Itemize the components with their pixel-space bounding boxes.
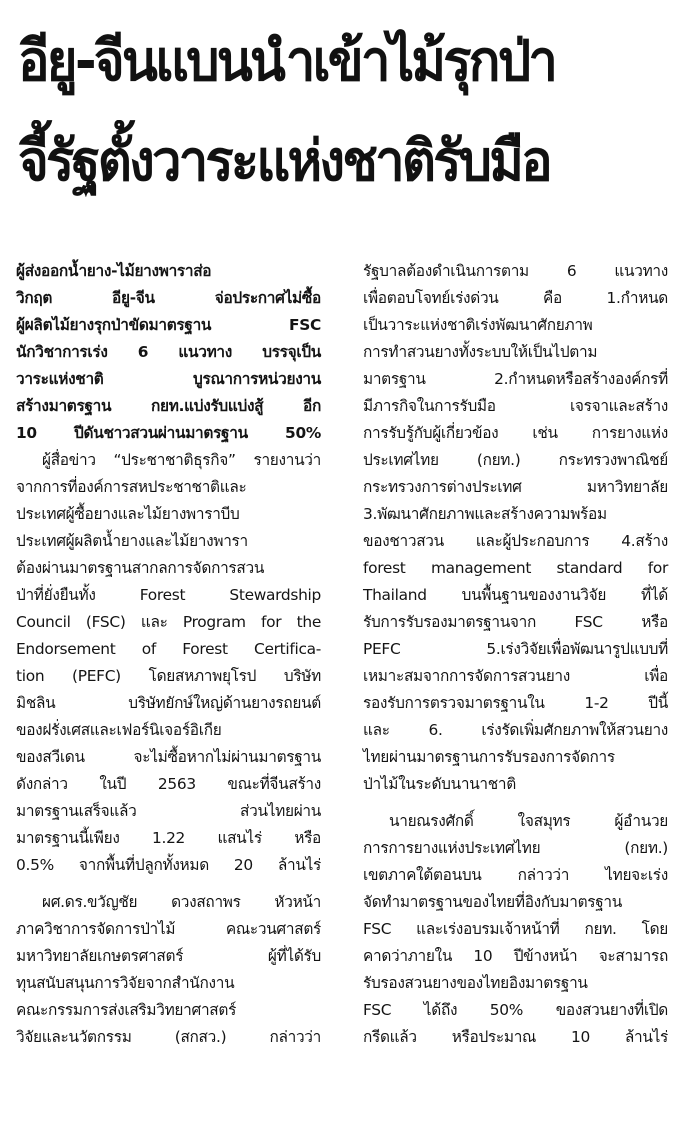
lead-line: วิกฤต อียู-จีน จ่อประกาศไม่ซื้อ (16, 289, 321, 307)
lead-paragraph (16, 258, 321, 447)
body-line: ป่าไม้ในระดับนานาชาติ (363, 775, 516, 793)
body-line: ของชาวสวน และผู้ประกอบการ 4.สร้าง (363, 532, 668, 550)
lead-line: วาระแห่งชาติ บูรณาการหน่วยงาน (16, 370, 321, 388)
body-line: นายณรงศักดิ์ ใจสมุทร ผู้อำนวย (389, 812, 668, 830)
body-line: และ 6. เร่งรัดเพิ่มศักยภาพให้สวนยาง (363, 721, 668, 739)
body-line: ผู้สื่อข่าว “ประชาชาติธุรกิจ” รายงานว่า (42, 451, 321, 469)
body-line: วิจัยและนวัตกรรม (สกสว.) กล่าวว่า (16, 1028, 321, 1046)
body-line: รัฐบาลต้องดำเนินการตาม 6 แนวทาง (363, 262, 668, 280)
body-line: ของสวีเดน จะไม่ซื้อหากไม่ผ่านมาตรฐาน (16, 748, 321, 766)
body-paragraph-3 (363, 258, 668, 798)
body-line: มาตรฐานเสร็จแล้ว ส่วนไทยผ่าน (16, 802, 321, 820)
body-line: 3.พัฒนาศักยภาพและสร้างความพร้อม (363, 505, 607, 523)
body-line: จากการที่องค์การสหประชาชาติและ (16, 478, 247, 496)
body-line: ประเทศผู้ผลิตน้ำยางและไม้ยางพารา (16, 532, 248, 550)
body-line: การรับรู้กับผู้เกี่ยวข้อง เช่น การยางแห่ง (363, 424, 668, 442)
lead-line: ผู้ส่งออกน้ำยาง-ไม้ยางพาราส่อ (16, 262, 212, 280)
body-line: คาดว่าภายใน 10 ปีข้างหน้า จะสามารถ (363, 947, 668, 965)
headline-line-1: อียู-จีนแบนนำเข้าไม้รุกป่า (18, 29, 556, 94)
body-line: Council (FSC) และ Program for the (16, 613, 321, 631)
body-line: ผศ.ดร.ขวัญชัย ดวงสถาพร หัวหน้า (42, 893, 321, 911)
body-line: มาตรฐาน 2.กำหนดหรือสร้างองค์กรที่ (363, 370, 668, 388)
body-line: ป่าที่ยั่งยืนทั้ง Forest Stewardship (16, 586, 321, 604)
column-left (16, 258, 321, 1051)
body-line: เป็นวาระแห่งชาติเร่งพัฒนาศักยภาพ (363, 316, 593, 334)
body-line: Thailand บนพื้นฐานของงานวิจัย ที่ได้ (363, 586, 668, 604)
body-line: กระทรวงการต่างประเทศ มหาวิทยาลัย (363, 478, 668, 496)
body-line: Endorsement of Forest Certifica- (16, 640, 321, 658)
body-line: ดังกล่าว ในปี 2563 ขณะที่จีนสร้าง (16, 775, 321, 793)
column-right (363, 258, 668, 1051)
body-line: เขตภาคใต้ตอนบน กล่าวว่า ไทยจะเร่ง (363, 866, 668, 884)
body-line: PEFC 5.เร่งวิจัยเพื่อพัฒนารูปแบบที่ (363, 640, 668, 658)
headline (18, 12, 668, 212)
body-line: ทุนสนับสนุนการวิจัยจากสำนักงาน (16, 974, 235, 992)
body-line: รับรองสวนยางของไทยอิงมาตรฐาน (363, 974, 588, 992)
body-line: คณะกรรมการส่งเสริมวิทยาศาสตร์ (16, 1001, 237, 1019)
body-line: มีภารกิจในการรับมือ เจรจาและสร้าง (363, 397, 668, 415)
body-line: ของฝรั่งเศสและเฟอร์นิเจอร์อิเกีย (16, 721, 222, 739)
body-line: forest management standard for (363, 559, 668, 577)
body-line: มิชลิน บริษัทยักษ์ใหญ่ด้านยางรถยนต์ (16, 694, 321, 712)
body-line: การทำสวนยางทั้งระบบให้เป็นไปตาม (363, 343, 598, 361)
body-paragraph-2 (16, 889, 321, 1051)
body-line: รองรับการตรวจมาตรฐานใน 1-2 ปีนี้ (363, 694, 668, 712)
body-line: ประเทศผู้ซื้อยางและไม้ยางพาราบีบ (16, 505, 240, 523)
lead-line: สร้างมาตรฐาน กยท.แบ่งรับแบ่งสู้ อีก (16, 397, 321, 415)
body-paragraph-1 (16, 447, 321, 879)
body-line: ภาควิชาการจัดการป่าไม้ คณะวนศาสตร์ (16, 920, 321, 938)
body-line: เหมาะสมจากการจัดการสวนยาง เพื่อ (363, 667, 668, 685)
lead-line: นักวิชาการเร่ง 6 แนวทาง บรรจุเป็น (16, 343, 321, 361)
body-line: กรีดแล้ว หรือประมาณ 10 ล้านไร่ (363, 1028, 668, 1046)
body-line: มหาวิทยาลัยเกษตรศาสตร์ ผู้ที่ได้รับ (16, 947, 321, 965)
body-line: ต้องผ่านมาตรฐานสากลการจัดการสวน (16, 559, 265, 577)
body-line: เพื่อตอบโจทย์เร่งด่วน คือ 1.กำหนด (363, 289, 668, 307)
body-line: มาตรฐานนี้เพียง 1.22 แสนไร่ หรือ (16, 829, 321, 847)
body-line: ไทยผ่านมาตรฐานการรับรองการจัดการ (363, 748, 615, 766)
lead-line: ผู้ผลิตไม้ยางรุกป่าขัดมาตรฐาน FSC (16, 316, 321, 334)
body-paragraph-4 (363, 808, 668, 1051)
headline-line-2: จี้รัฐตั้งวาระแห่งชาติรับมือ (18, 129, 550, 194)
body-line: FSC ได้ถึง 50% ของสวนยางที่เปิด (363, 1001, 668, 1019)
lead-line: 10 ปีดันชาวสวนผ่านมาตรฐาน 50% (16, 424, 321, 442)
body-line: รับการรับรองมาตรฐานจาก FSC หรือ (363, 613, 668, 631)
body-line: จัดทำมาตรฐานของไทยที่อิงกับมาตรฐาน (363, 893, 622, 911)
body-line: ประเทศไทย (กยท.) กระทรวงพาณิชย์ (363, 451, 668, 469)
body-line: 0.5% จากพื้นที่ปลูกทั้งหมด 20 ล้านไร่ (16, 856, 321, 874)
body-line: การการยางแห่งประเทศไทย (กยท.) (363, 839, 668, 857)
body-line: tion (PEFC) โดยสหภาพยุโรป บริษัท (16, 667, 321, 685)
body-line: FSC และเร่งอบรมเจ้าหน้าที่ กยท. โดย (363, 920, 668, 938)
